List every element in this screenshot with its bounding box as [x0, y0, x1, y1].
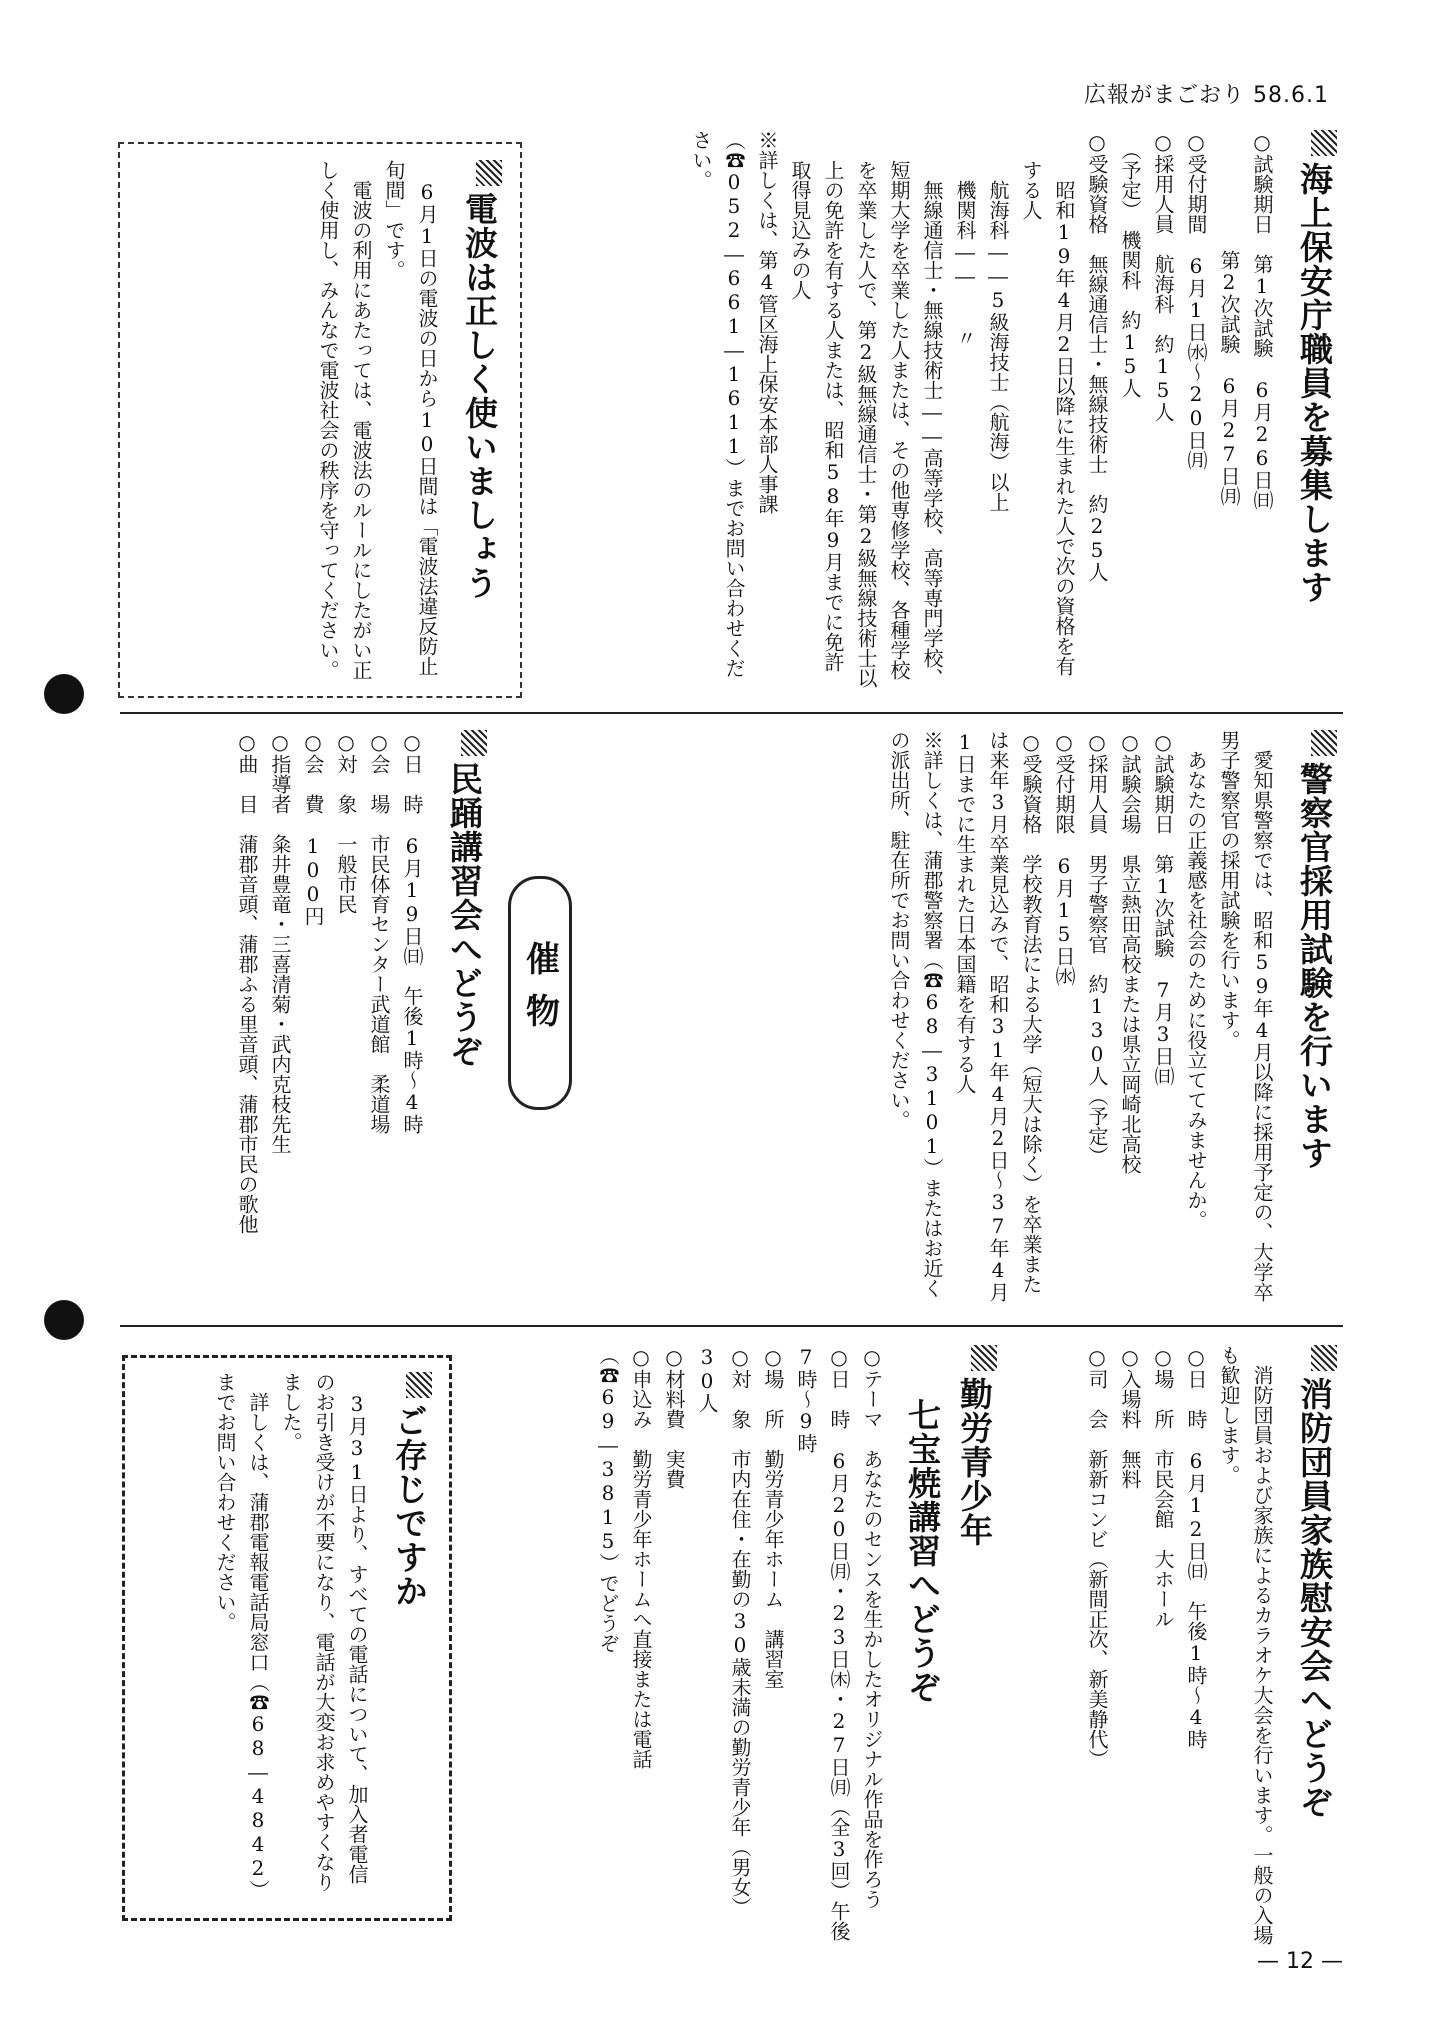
article-title: ご存じですか	[383, 1372, 435, 1902]
article-line: 6月1日の電波の日から10日間は「電波法違反防止旬間」です。	[382, 160, 439, 676]
article-line: ○採用人員 男子警察官 約130人（予定）	[1085, 730, 1109, 1166]
title-hatch-mark	[1311, 730, 1337, 756]
telephone-article	[140, 1372, 435, 1902]
article-line: ○入場料 無料	[1118, 1345, 1142, 1489]
radio-article	[140, 160, 505, 680]
minyo-article	[140, 730, 490, 1305]
article-line: ○指導者 粂井豊竜・三喜清菊・武内克枝先生	[268, 730, 292, 1154]
article-title: 海上保安庁職員を募集します	[1288, 130, 1340, 690]
title-hatch-mark	[406, 1372, 432, 1398]
article-line: （予定） 機関科 約15人	[1118, 130, 1142, 398]
article-line: 航海科――5級海技士（航海）以上	[986, 160, 1010, 512]
article-line: ○日 時 6月19日㈰ 午後1時～4時	[400, 730, 424, 1134]
publication-header: 広報がまごおり 58.6.1	[1084, 83, 1329, 108]
title-hatch-mark	[476, 160, 502, 186]
firefighters-article	[1030, 1345, 1340, 1945]
article-line: ○対 象 市内在住・在勤の30歳未満の勤労青少年（男女）30人	[695, 1345, 752, 1917]
article-line: ○曲 目 蒲郡音頭、蒲郡ふる里音頭、蒲郡市民の歌他	[235, 730, 259, 1234]
article-line: 消防団員および家族によるカラオケ大会を行います。一般の入場も歓迎します。	[1217, 1345, 1274, 1945]
coast-guard-article	[540, 130, 1340, 690]
events-label: 催物	[508, 876, 572, 1110]
title-hatch-mark	[1311, 1345, 1337, 1371]
article-line: ○対 象 一般市民	[334, 730, 358, 914]
article-line: 無線通信士・無線技術士――高等学校、高等専門学校、短期大学を卒業した人または、その他専修学校、各種学校を卒業した人で、第2級無線通信士・第2級無線技術士以上の免許を有する人または、昭和58年9月までに免許取得見込みの人	[788, 160, 944, 688]
article-title: 勤労青少年	[948, 1345, 1000, 1945]
binder-hole	[44, 674, 84, 714]
article-line: ○受付期限 6月15日㈬	[1052, 730, 1076, 986]
article-line: 3月31日より、すべての電話について、加入者電信のお引き受けが不要になり、電話が大変お求めやすくなりました。	[279, 1372, 369, 1892]
article-line: ○試験期日 第1次試験 7月3日㈰	[1151, 730, 1175, 1086]
article-line: 電波の利用にあたっては、電波法のルールにしたがい正しく使用し、みんなで電波社会の秩序を守ってください。	[316, 160, 373, 680]
article-line: ※詳しくは、第4管区海上保安本部人事課（☎052―661―1611）までお問い合わせください。	[689, 130, 779, 678]
article-line: ○試験期日 第1次試験 6月26日㈰	[1250, 130, 1274, 510]
article-title: 消防団員家族慰安会へどうぞ	[1288, 1345, 1340, 1945]
section-divider	[120, 712, 1343, 714]
police-article	[600, 730, 1340, 1305]
title-hatch-mark	[461, 730, 487, 756]
article-line: ○日 時 6月12日㈰ 午後1時～4時	[1184, 1345, 1208, 1749]
article-line: あなたの正義感を社会のために役立ててみませんか。	[1184, 730, 1208, 1230]
article-line: 詳しくは、蒲郡電報電話局窓口（☎68―4842）までお問い合わせください。	[213, 1372, 270, 1900]
article-line: ○日 時 6月20日㈪・23日㈭・27日㈪（全3回）午後7時～9時	[794, 1345, 851, 1941]
title-hatch-mark	[971, 1345, 997, 1371]
article-subtitle: 七宝焼講習へどうぞ	[903, 1397, 942, 1704]
article-line: ○司 会 新新コンビ（新間正次、新美静代）	[1085, 1345, 1109, 1769]
article-line: ○受験資格 学校教育法による大学（短大は除く）を卒業または来年3月卒業見込みで、昭和31年4月2日～37年4月1日までに生まれた日本国籍を有する人	[953, 730, 1043, 1302]
article-line: ○場 所 勤労青少年ホーム 講習室	[761, 1345, 785, 1689]
article-line: ○申込み 勤労青少年ホームへ直接または電話（☎69―3815）でどうぞ	[596, 1345, 653, 1769]
article-line: ○試験会場 県立熱田高校または県立岡崎北高校	[1118, 730, 1142, 1174]
article-line: ○受付期間 6月1日㈬～20日㈪	[1184, 130, 1208, 470]
article-line: ○会 費 100円	[301, 730, 325, 926]
article-title: 民踊講習会へどうぞ	[438, 730, 490, 1305]
article-line: ○テーマ あなたのセンスを生かしたオリジナル作品を作ろう	[860, 1345, 884, 1909]
article-line: ※詳しくは、蒲郡警察署（☎68―3101）またはお近くの派出所、駐在所でお問い合わせください。	[887, 730, 944, 1298]
article-line: ○採用人員 航海科 約15人	[1151, 130, 1175, 422]
article-line: ○場 所 市民会館 大ホール	[1151, 1345, 1175, 1629]
title-hatch-mark	[1311, 130, 1337, 156]
article-title: 警察官採用試験を行います	[1288, 730, 1340, 1305]
article-line: ○受験資格 無線通信士・無線技術士 約25人	[1085, 130, 1109, 582]
shippo-article	[500, 1345, 1000, 1945]
article-line: 昭和19年4月2日以降に生まれた人で次の資格を有する人	[1019, 160, 1076, 676]
article-title: 電波は正しく使いましょう	[453, 160, 505, 680]
section-divider	[120, 1325, 1343, 1327]
article-line: ○材料費 実費	[662, 1345, 686, 1489]
page-number: — 12 —	[1257, 1949, 1343, 1974]
article-line: ○会 場 市民体育センター武道館 柔道場	[367, 730, 391, 1134]
article-line: 愛知県警察では、昭和59年4月以降に採用予定の、大学卒男子警察官の採用試験を行います。	[1217, 730, 1274, 1302]
article-line: 第2次試験 6月27日㈪	[1217, 130, 1241, 506]
binder-hole	[44, 1300, 84, 1340]
article-line: 機関科―― 〃	[953, 160, 977, 348]
